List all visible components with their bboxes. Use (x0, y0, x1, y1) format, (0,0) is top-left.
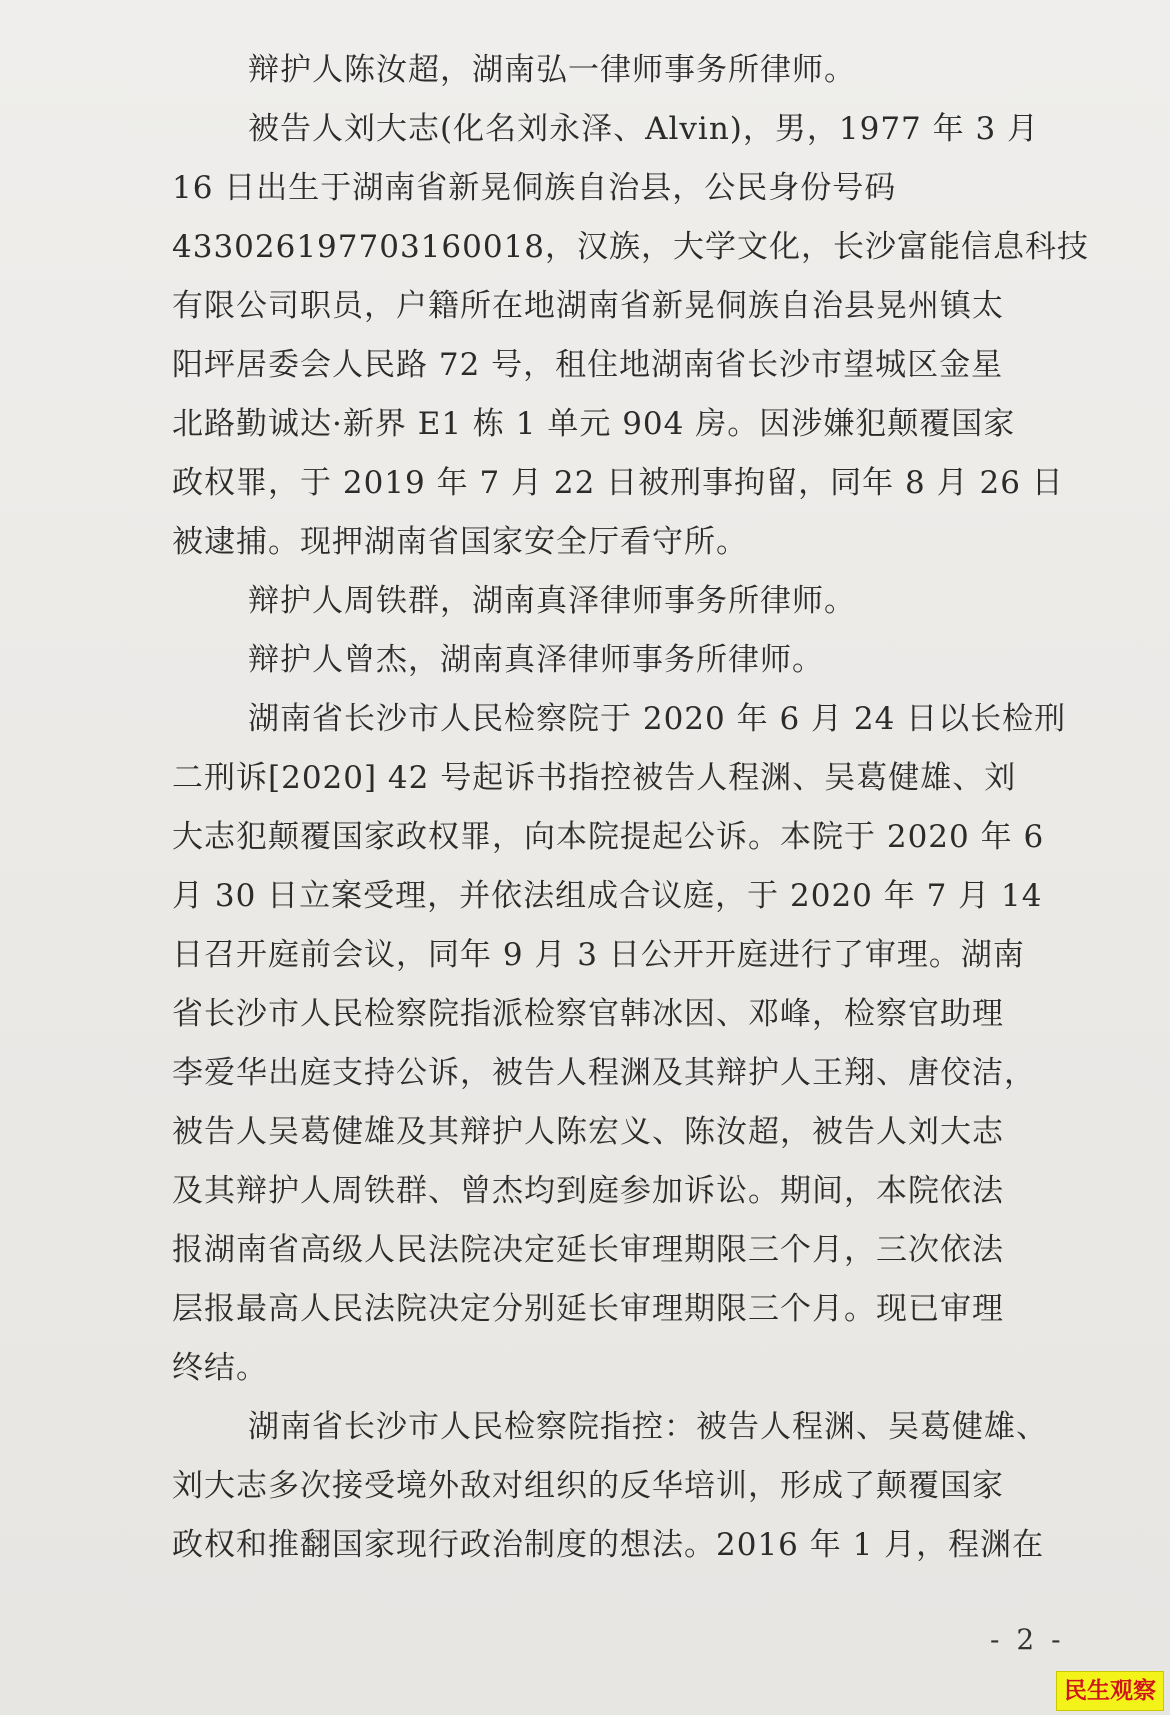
text-line: 有限公司职员，户籍所在地湖南省新晃侗族自治县晃州镇太 (172, 288, 1004, 324)
text-line: 及其辩护人周铁群、曾杰均到庭参加诉讼。期间，本院依法 (172, 1173, 1004, 1209)
text-line: 月 30 日立案受理，并依法组成合议庭，于 2020 年 7 月 14 (172, 878, 1043, 914)
text-line: 被告人刘大志(化名刘永泽、Alvin)，男，1977 年 3 月 (248, 111, 1040, 147)
text-line: 日召开庭前会议，同年 9 月 3 日公开开庭进行了审理。湖南 (172, 937, 1025, 973)
text-line: 大志犯颠覆国家政权罪，向本院提起公诉。本院于 2020 年 6 (172, 819, 1045, 855)
text-line: 湖南省长沙市人民检察院指控：被告人程渊、吴葛健雄、 (248, 1409, 1048, 1445)
text-line: 政权罪，于 2019 年 7 月 22 日被刑事拘留，同年 8 月 26 日 (172, 465, 1064, 501)
text-line: 16 日出生于湖南省新晃侗族自治县，公民身份号码 (172, 170, 897, 206)
text-line: 被告人吴葛健雄及其辩护人陈宏义、陈汝超，被告人刘大志 (172, 1114, 1004, 1150)
text-line: 政权和推翻国家现行政治制度的想法。2016 年 1 月，程渊在 (172, 1527, 1045, 1563)
text-line: 被逮捕。现押湖南省国家安全厅看守所。 (172, 524, 748, 560)
text-line: 终结。 (172, 1350, 268, 1386)
text-line: 二刑诉[2020] 42 号起诉书指控被告人程渊、吴葛健雄、刘 (172, 760, 1017, 796)
text-line: 433026197703160018，汉族，大学文化，长沙富能信息科技 (172, 229, 1090, 265)
text-line: 报湖南省高级人民法院决定延长审理期限三个月，三次依法 (172, 1232, 1004, 1268)
watermark-badge: 民生观察 (1056, 1671, 1164, 1711)
text-line: 阳坪居委会人民路 72 号，租住地湖南省长沙市望城区金星 (172, 347, 1004, 383)
text-line: 辩护人陈汝超，湖南弘一律师事务所律师。 (248, 52, 856, 88)
text-line: 湖南省长沙市人民检察院于 2020 年 6 月 24 日以长检刑 (248, 701, 1067, 737)
text-line: 辩护人曾杰，湖南真泽律师事务所律师。 (248, 642, 824, 678)
text-line: 北路勤诚达·新界 E1 栋 1 单元 904 房。因涉嫌犯颠覆国家 (172, 406, 1016, 442)
text-line: 李爱华出庭支持公诉，被告人程渊及其辩护人王翔、唐佼洁， (172, 1055, 1036, 1091)
text-line: 层报最高人民法院决定分别延长审理期限三个月。现已审理 (172, 1291, 1004, 1327)
text-line: 辩护人周铁群，湖南真泽律师事务所律师。 (248, 583, 856, 619)
text-line: 省长沙市人民检察院指派检察官韩冰因、邓峰，检察官助理 (172, 996, 1004, 1032)
page-number: - 2 - (990, 1623, 1065, 1656)
text-line: 刘大志多次接受境外敌对组织的反华培训，形成了颠覆国家 (172, 1468, 1004, 1504)
